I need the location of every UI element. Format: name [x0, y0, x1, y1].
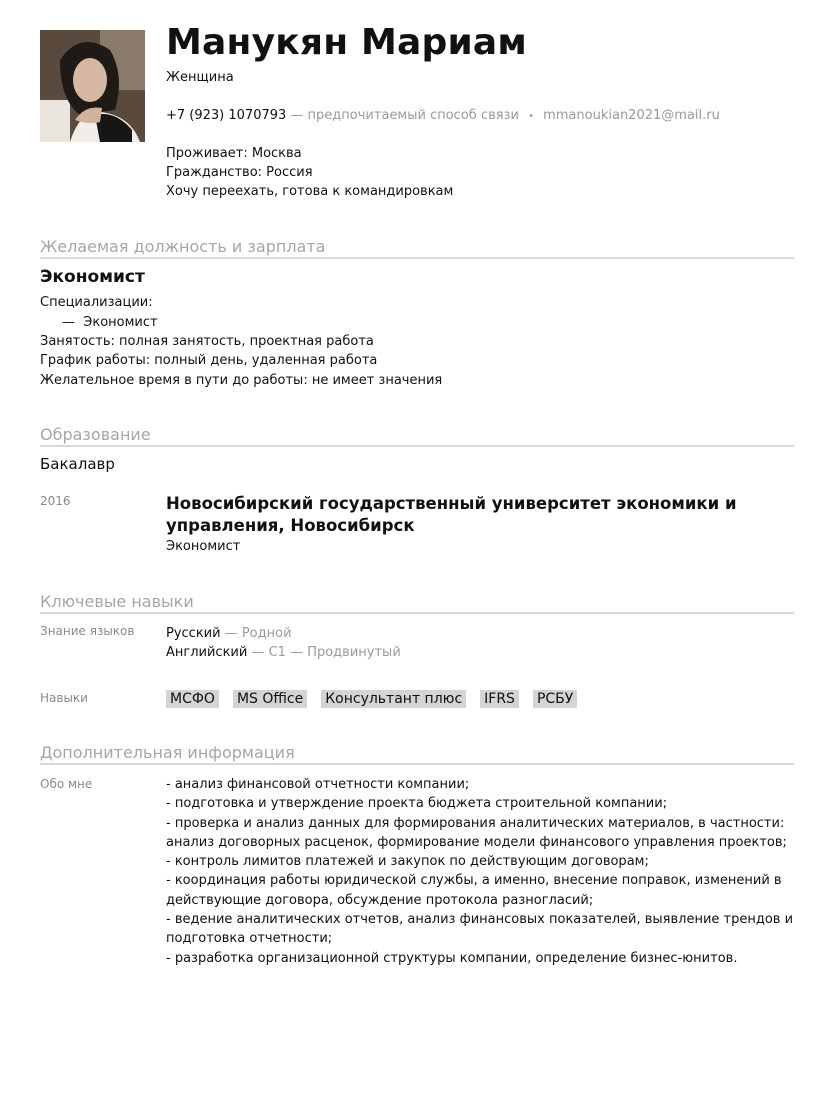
skill-tag: IFRS	[480, 690, 519, 708]
email-link[interactable]: mmanoukian2021@mail.ru	[543, 108, 720, 123]
phone-note: — предпочитаемый способ связи	[286, 108, 519, 123]
person-photo-icon	[40, 30, 145, 142]
skill-tag: Консультант плюс	[321, 690, 466, 708]
institution-line-2: управления, Новосибирск	[166, 516, 415, 535]
section-additional-info: Дополнительная информация	[40, 743, 794, 765]
gender: Женщина	[166, 70, 234, 85]
about-line: - подготовка и утверждение проекта бюджета строительной компании;	[166, 796, 668, 812]
position-title: Экономист	[40, 267, 145, 287]
commute: Желательное время в пути до работы: не имеет значения	[40, 373, 443, 388]
about-line: действующие договора, обсуждение протокола разногласий;	[166, 892, 594, 908]
section-desired-position: Желаемая должность и зарплата	[40, 237, 794, 259]
skill-tag: РСБУ	[533, 690, 577, 708]
phone[interactable]: +7 (923) 1070793	[166, 108, 287, 123]
schedule: График работы: полный день, удаленная работа	[40, 353, 378, 368]
language-item	[166, 643, 401, 662]
specializations-label: Специализации:	[40, 295, 153, 310]
language-name: Русский	[166, 626, 221, 641]
about-line: - ведение аналитических отчетов, анализ финансовых показателей, выявление трендов и	[166, 912, 794, 928]
education-specialty: Экономист	[166, 539, 241, 554]
language-level: — Родной	[220, 626, 292, 641]
skill-tag: МСФО	[166, 690, 219, 708]
institution-name	[166, 493, 737, 537]
skill-tag: MS Office	[233, 690, 307, 708]
language-level: — C1 — Продвинутый	[247, 645, 401, 660]
about-line: подготовка отчетности;	[166, 931, 333, 947]
specialization-item: — Экономист	[62, 315, 158, 330]
employment: Занятость: полная занятость, проектная работа	[40, 334, 374, 349]
about-line: анализ договорных расценок, формирование модели финансового управления проектов;	[166, 834, 787, 850]
about-line: - проверка и анализ данных для формирования аналитических материалов, в частности:	[166, 815, 785, 831]
relocation: Хочу переехать, готова к командировкам	[166, 184, 454, 199]
about-line: - разработка организационной структуры компании, определение бизнес-юнитов.	[166, 950, 738, 966]
candidate-name: Манукян Мариам	[166, 22, 528, 63]
citizenship: Гражданство: Россия	[166, 165, 313, 180]
about-text	[166, 775, 793, 968]
section-education: Образование	[40, 425, 794, 447]
education-level: Бакалавр	[40, 455, 115, 473]
skills-label: Навыки	[40, 691, 88, 705]
about-line: - анализ финансовой отчетности компании;	[166, 777, 470, 792]
about-line: - координация работы юридической службы, а именно, внесение поправок, изменений в	[166, 873, 782, 889]
residence: Проживает: Москва	[166, 146, 302, 161]
language-item	[166, 624, 292, 643]
languages-label: Знание языков	[40, 624, 135, 638]
profile-photo	[40, 30, 145, 142]
skill-tags	[166, 688, 591, 708]
about-label: Обо мне	[40, 777, 93, 791]
separator-dot: •	[528, 111, 534, 122]
about-line: - контроль лимитов платежей и закупок по действующим договорам;	[166, 854, 649, 870]
institution-line-1: Новосибирский государственный университет экономики и	[166, 494, 737, 513]
section-key-skills: Ключевые навыки	[40, 592, 794, 614]
contact-line	[166, 106, 720, 126]
education-year: 2016	[40, 494, 71, 508]
language-name: Английский	[166, 645, 248, 660]
